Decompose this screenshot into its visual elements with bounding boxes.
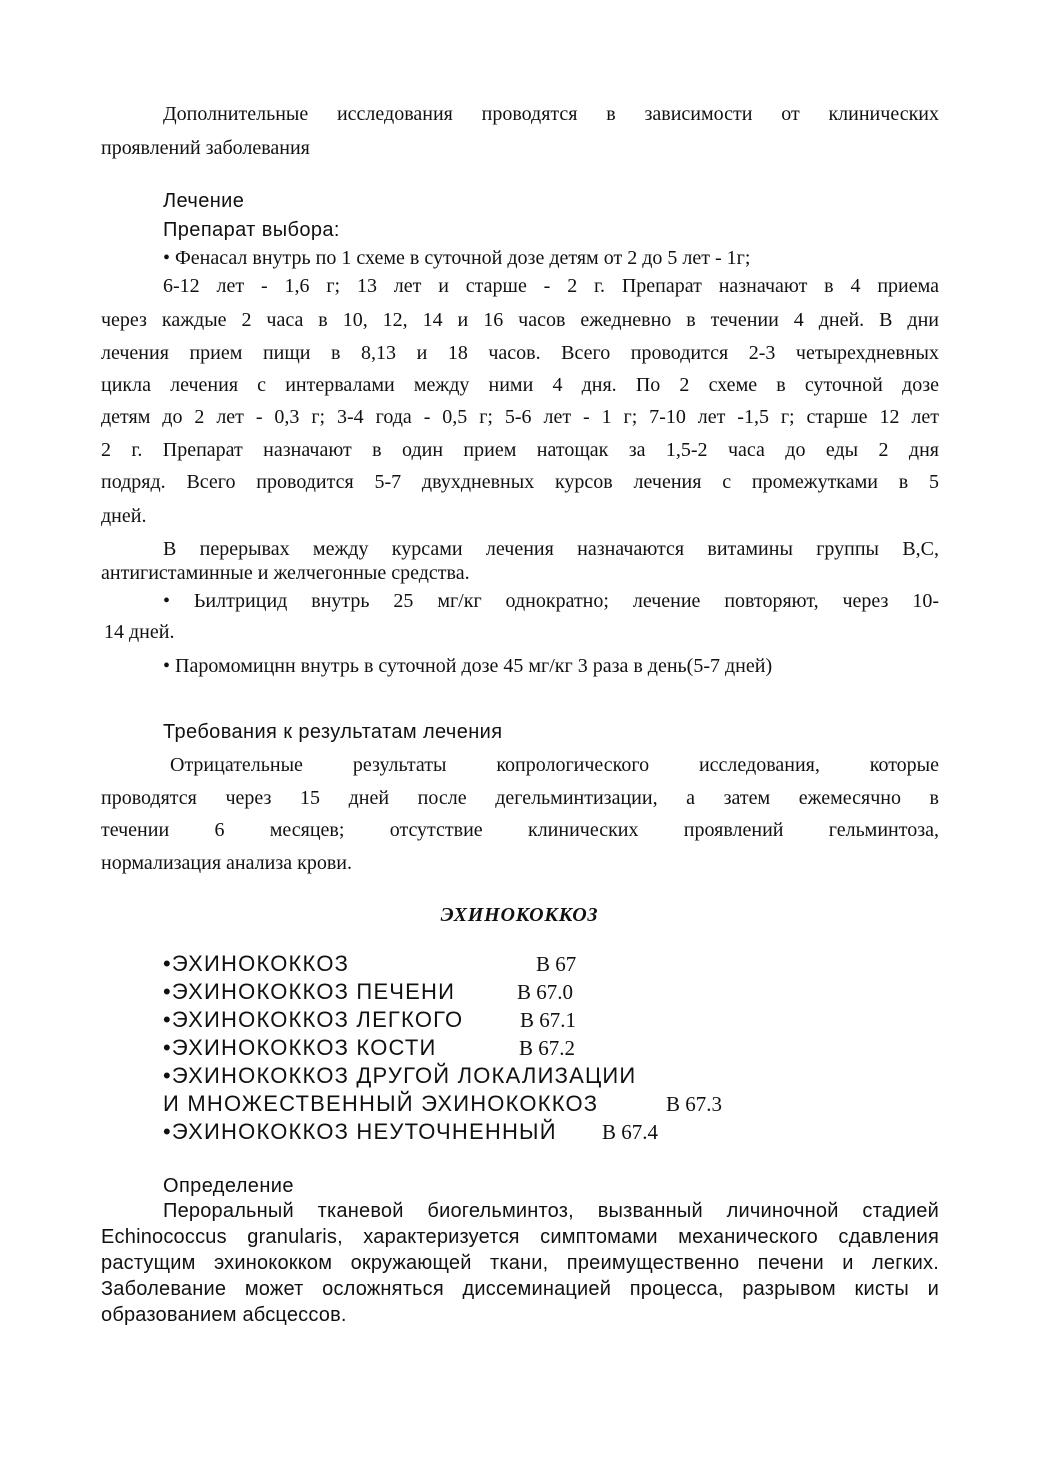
drug-choice-label: Препарат выбора: [163, 219, 340, 241]
treatment-line-6: детям до 2 лет - 0,3 г; 3-4 года - 0,5 г; 5-6 лет - 1 г; 7-10 лет -1,5 г; старше 12 лет [101, 406, 939, 428]
code-item [163, 952, 349, 976]
code-item-code: В 67.0 [517, 980, 574, 1004]
definition-line-3: растущим эхинококком окружающей ткани, преимущественно печени и легких. [101, 1252, 939, 1274]
code-item-code: В 67 [536, 952, 577, 976]
code-item-code: В 67.2 [519, 1036, 576, 1060]
section-title: ЭХИНОКОККОЗ [440, 904, 599, 926]
code-item-code: В 67.4 [602, 1120, 659, 1144]
treatment-line-8: подряд. Всего проводится 5-7 двухдневных курсов лечения с промежутками в 5 [101, 471, 939, 493]
definition-line-5: образованием абсцессов. [101, 1304, 347, 1326]
definition-line-2: Echinococcus granularis, характеризуется симптомами механического сдавления [101, 1226, 939, 1248]
code-item-code: В 67.3 [666, 1092, 723, 1116]
definition-line-4: Заболевание может осложняться диссеминацией процесса, разрывом кисты и [101, 1278, 939, 1300]
code-item-code: В 67.1 [520, 1008, 577, 1032]
code-item-name: И МНОЖЕСТВЕННЫЙ ЭХИНОКОККОЗ [163, 1091, 599, 1116]
treatment-line-1: • Фенасал внутрь по 1 схеме в суточной дозе детям от 2 до 5 лет - 1г; [163, 247, 751, 269]
code-item-name: •ЭХИНОКОККОЗ НЕУТОЧНЕННЫЙ [163, 1119, 557, 1144]
treatment-line-3: через каждые 2 часа в 10, 12, 14 и 16 часов ежедневно в течении 4 дней. В дни [101, 309, 939, 331]
treatment-line-2: 6-12 лет - 1,6 г; 13 лет и старше - 2 г. Препарат назначают в 4 приема [163, 275, 939, 297]
requirements-line-4: нормализация анализа крови. [101, 852, 352, 874]
intro-line-1: Дополнительные исследования проводятся в зависимости от клинических [163, 103, 939, 125]
code-item [163, 1120, 557, 1144]
code-item-name: •ЭХИНОКОККОЗ ДРУГОЙ ЛОКАЛИЗАЦИИ [163, 1063, 637, 1088]
requirements-line-2: проводятся через 15 дней после дегельминтизации, а затем ежемесячно в [101, 787, 939, 809]
paromomycin-line: • Паромомицнн внутрь в суточной дозе 45 мг/кг 3 раза в день(5-7 дней) [163, 655, 773, 677]
code-item-name: •ЭХИНОКОККОЗ [163, 951, 350, 976]
requirements-heading: Требования к результатам лечения [163, 721, 503, 743]
code-item-name: •ЭХИНОКОККОЗ ЛЕГКОГО [163, 1007, 464, 1032]
definition-line-1: Пероральный тканевой биогельминтоз, вызванный личиночной стадией [163, 1200, 939, 1222]
biltricid-line-2: 14 дней. [104, 621, 175, 643]
treatment-line-7: 2 г. Препарат назначают в один прием натощак за 1,5-2 часа до еды 2 дня [101, 439, 939, 461]
requirements-line-3: течении 6 месяцев; отсутствие клинических проявлений гельминтоза, [101, 819, 939, 841]
requirements-line-1: Отрицательные результаты копрологического исследования, которые [170, 754, 939, 776]
treatment-line-9: дней. [101, 505, 147, 527]
code-item-name: •ЭХИНОКОККОЗ КОСТИ [163, 1035, 437, 1060]
code-item [163, 980, 455, 1004]
code-item [163, 1064, 636, 1088]
biltricid-line-1: • Ьилтрицид внутрь 25 мг/кг однократно; лечение повторяют, через 10- [163, 590, 939, 612]
treatment-line-4: лечения прием пищи в 8,13 и 18 часов. Всего проводится 2-3 четырехдневных [101, 342, 939, 364]
code-item [163, 1036, 437, 1060]
treatment-line-5: цикла лечения с интервалами между ними 4 дня. По 2 схеме в суточной дозе [101, 374, 939, 396]
treatment-heading: Лечение [163, 190, 245, 212]
intro-line-2: проявлений заболевания [101, 137, 310, 159]
definition-heading: Определение [163, 1175, 294, 1197]
code-item [163, 1008, 463, 1032]
code-item-name: •ЭХИНОКОККОЗ ПЕЧЕНИ [163, 979, 456, 1004]
code-item [163, 1092, 598, 1116]
vitamins-line-2: антигистаминные и желчегонные средства. [101, 562, 470, 584]
vitamins-line-1: В перерывах между курсами лечения назначаются витамины группы В,С, [163, 538, 939, 560]
